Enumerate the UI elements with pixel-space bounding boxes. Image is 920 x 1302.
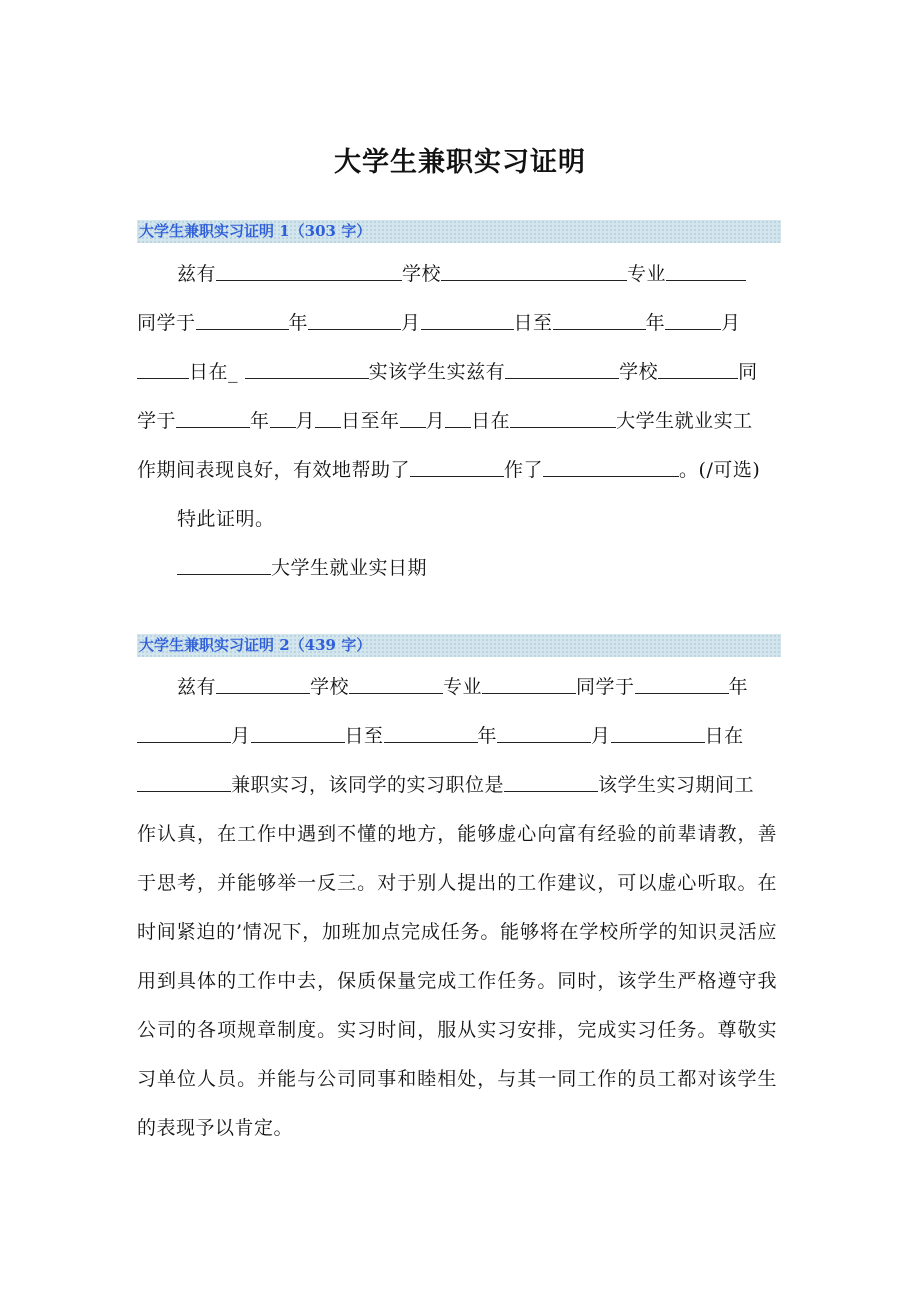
blank <box>505 360 619 379</box>
blank <box>137 360 189 379</box>
text: 日在 <box>471 410 511 432</box>
text: 同学于 <box>137 312 196 334</box>
blank <box>177 556 271 575</box>
s1-signature <box>137 544 777 593</box>
blank <box>251 724 345 743</box>
s2-line-3 <box>137 761 777 810</box>
text: 学校 <box>310 676 350 698</box>
section-2-body <box>137 663 777 1153</box>
text: 学校 <box>619 361 659 383</box>
blank <box>176 409 250 428</box>
text: 日至 <box>513 312 553 334</box>
blank <box>635 675 729 694</box>
text: 月 <box>591 725 611 747</box>
s1-line-5 <box>137 446 777 495</box>
blank <box>410 458 504 477</box>
blank <box>504 773 598 792</box>
blank <box>270 409 296 428</box>
blank <box>137 773 231 792</box>
text: 同学于 <box>576 676 635 698</box>
blank <box>658 360 738 379</box>
text: 月 <box>401 312 421 334</box>
text: 学校 <box>402 263 442 285</box>
text: 年 <box>288 312 309 334</box>
s1-line-1 <box>137 250 777 299</box>
document-title: 大学生兼职实习证明 <box>334 147 586 178</box>
text: 年 <box>645 312 666 334</box>
text: 日在 <box>704 725 744 747</box>
s1-line-3 <box>137 348 777 397</box>
blank <box>482 675 576 694</box>
text: 学于 <box>137 410 177 432</box>
blank <box>349 675 443 694</box>
s1-line-4 <box>137 397 777 446</box>
s2-line-2 <box>137 712 777 761</box>
text: 。(/可选) <box>679 459 761 481</box>
blank <box>665 311 721 330</box>
blank <box>315 409 341 428</box>
s2-line-1 <box>137 663 777 712</box>
blank <box>137 724 231 743</box>
blank <box>445 409 471 428</box>
text: 大学生就业实工 <box>616 410 753 432</box>
blank <box>421 311 514 330</box>
text: 专业 <box>443 676 483 698</box>
text: 月 <box>425 410 446 432</box>
text: 日至 <box>344 725 384 747</box>
blank <box>666 262 746 281</box>
text: 兹有 <box>177 676 217 698</box>
text: 大学生就业实日期 <box>271 557 428 579</box>
blank <box>196 311 289 330</box>
text: 兹有 <box>177 263 217 285</box>
text: 实该学生实兹有 <box>368 361 506 383</box>
text: 作期间表现良好，有效地帮助了 <box>137 459 411 481</box>
blank <box>441 262 627 281</box>
blank <box>611 724 705 743</box>
s2-body-text: 作认真，在工作中遇到不懂的地方，能够虚心向富有经验的前辈请教，善于思考，并能够举一反三。对于别人提出的工作建议，可以虚心听取。在时间紧迫的’情况下，加班加点完成任务。能够将在学校所学的知识灵活应用到具体的工作中去，保质保量完成工作任务。同时，该学生严格遵守我公司的各项规章制度。实习时间，服从实习安排，完成实习任务。尊敬实习单位人员。并能与公司同事和睦相处，与其一同工作的员工都对该学生的表现予以肯定。 <box>137 823 777 1139</box>
text: 月 <box>721 312 741 334</box>
blank <box>497 724 591 743</box>
text: 同 <box>738 361 758 383</box>
text: 专业 <box>627 263 667 285</box>
text: 日在_ <box>189 361 239 383</box>
section-1-body <box>137 250 777 593</box>
blank <box>308 311 401 330</box>
text: 月 <box>295 410 316 432</box>
section-2-heading: 大学生兼职实习证明 2（439 字） <box>137 634 781 657</box>
text: 该学生实习期间工 <box>598 774 755 796</box>
blank <box>400 409 426 428</box>
text: 日至年 <box>341 410 400 432</box>
section-1-heading: 大学生兼职实习证明 1（303 字） <box>137 220 781 243</box>
blank <box>245 360 369 379</box>
blank <box>216 675 310 694</box>
s1-line-2 <box>137 299 777 348</box>
blank <box>216 262 402 281</box>
blank <box>553 311 646 330</box>
text: 月 <box>231 725 251 747</box>
blank <box>543 458 679 477</box>
text: 作了 <box>504 459 544 481</box>
s1-closing: 特此证明。 <box>177 508 275 530</box>
text: 年 <box>728 676 749 698</box>
text: 年 <box>250 410 270 432</box>
text: 兼职实习，该同学的实习职位是 <box>231 774 505 796</box>
blank <box>384 724 478 743</box>
blank <box>510 409 616 428</box>
text: 年 <box>477 725 498 747</box>
